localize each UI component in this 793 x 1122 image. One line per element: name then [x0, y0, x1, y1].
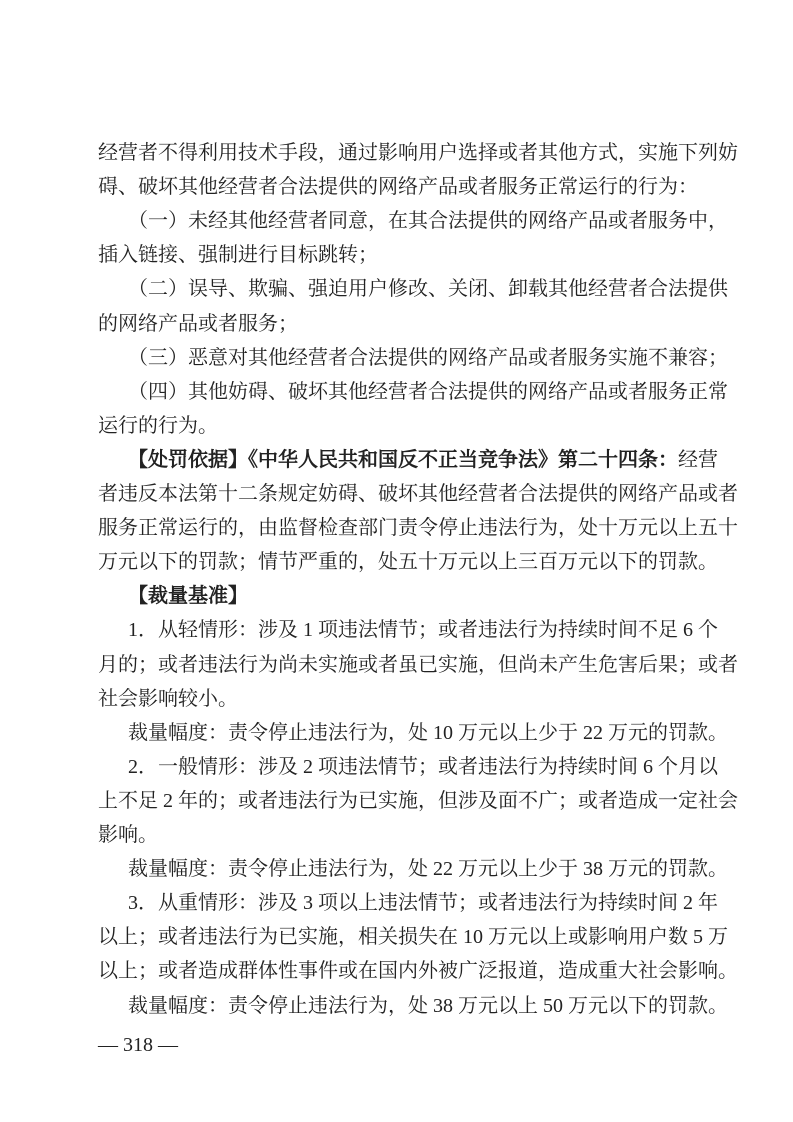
text-line	[128, 989, 728, 1023]
text-line	[98, 136, 738, 170]
line-text: 运行的行为。	[98, 414, 218, 437]
text-line	[98, 682, 702, 716]
line-text: 以上；或者造成群体性事件或在国内外被广泛报道，造成重大社会影响。	[98, 960, 738, 983]
text-line	[128, 443, 718, 477]
text-line	[128, 750, 718, 784]
line-text: 的网络产品或者服务；	[98, 312, 298, 335]
text-line	[128, 716, 728, 750]
line-text: 经营者不得利用技术手段，通过影响用户选择或者其他方式，实施下列妨	[98, 142, 738, 164]
text-line	[98, 784, 738, 818]
line-text: 1．从轻情形：涉及 1 项违法情节；或者违法行为持续时间不足 6 个	[128, 619, 718, 642]
line-text: 裁量幅度：责令停止违法行为，处 22 万元以上少于 38 万元的罚款。	[128, 858, 728, 881]
text-line	[98, 648, 738, 682]
line-text: 插入链接、强制进行目标跳转；	[98, 244, 378, 267]
text-line	[128, 204, 728, 238]
line-text: （二）误导、欺骗、强迫用户修改、关闭、卸载其他经营者合法提供	[128, 278, 728, 301]
line-text: 社会影响较小。	[98, 687, 238, 710]
line-text: 月的；或者违法行为尚未实施或者虽已实施，但尚未产生危害后果；或者	[98, 653, 738, 676]
bold-heading: 【裁量基准】	[128, 585, 248, 608]
line-text: 裁量幅度：责令停止违法行为，处 10 万元以上少于 22 万元的罚款。	[128, 721, 728, 744]
line-text: 3．从重情形：涉及 3 项以上违法情节；或者违法行为持续时间 2 年	[128, 892, 718, 915]
line-text: 者违反本法第十二条规定妨碍、破坏其他经营者合法提供的网络产品或者	[98, 483, 738, 505]
text-line	[98, 477, 738, 511]
line-text: （三）恶意对其他经营者合法提供的网络产品或者服务实施不兼容；	[128, 346, 728, 369]
text-line	[98, 170, 702, 204]
line-text: 上不足 2 年的；或者违法行为已实施，但涉及面不广；或者造成一定社会	[98, 789, 738, 812]
text-line	[128, 852, 728, 886]
text-line	[128, 613, 718, 647]
text-line	[128, 272, 728, 306]
text-line	[128, 886, 718, 920]
line-text: 万元以下的罚款；情节严重的，处五十万元以上三百万元以下的罚款。	[98, 551, 718, 574]
text-line	[98, 511, 738, 545]
line-text: 影响。	[98, 824, 158, 846]
line-text: 服务正常运行的，由监督检查部门责令停止违法行为，处十万元以上五十	[98, 517, 738, 540]
text-line	[98, 238, 702, 272]
line-text: 2．一般情形：涉及 2 项违法情节；或者违法行为持续时间 6 个月以	[128, 755, 718, 778]
line-text: （四）其他妨碍、破坏其他经营者合法提供的网络产品或者服务正常	[128, 380, 728, 403]
text-line	[98, 920, 728, 954]
text-line	[98, 307, 702, 341]
line-text: 以上；或者违法行为已实施，相关损失在 10 万元以上或影响用户数 5 万	[98, 926, 728, 949]
text-line	[128, 579, 702, 613]
line-text: 经营	[678, 448, 718, 471]
page-number: — 318 —	[98, 1034, 178, 1056]
text-line	[98, 545, 718, 579]
text-line	[98, 409, 702, 443]
bold-heading: 【处罚依据】《中华人民共和国反不正当竞争法》第二十四条：	[128, 448, 678, 471]
text-line	[128, 341, 728, 375]
line-text: 裁量幅度：责令停止违法行为，处 38 万元以上 50 万元以下的罚款。	[128, 994, 728, 1017]
text-line	[128, 375, 728, 409]
text-line	[98, 954, 738, 988]
line-text: 碍、破坏其他经营者合法提供的网络产品或者服务正常运行的行为：	[98, 176, 698, 199]
line-text: （一）未经其他经营者同意，在其合法提供的网络产品或者服务中，	[128, 210, 728, 233]
text-line	[98, 818, 702, 852]
